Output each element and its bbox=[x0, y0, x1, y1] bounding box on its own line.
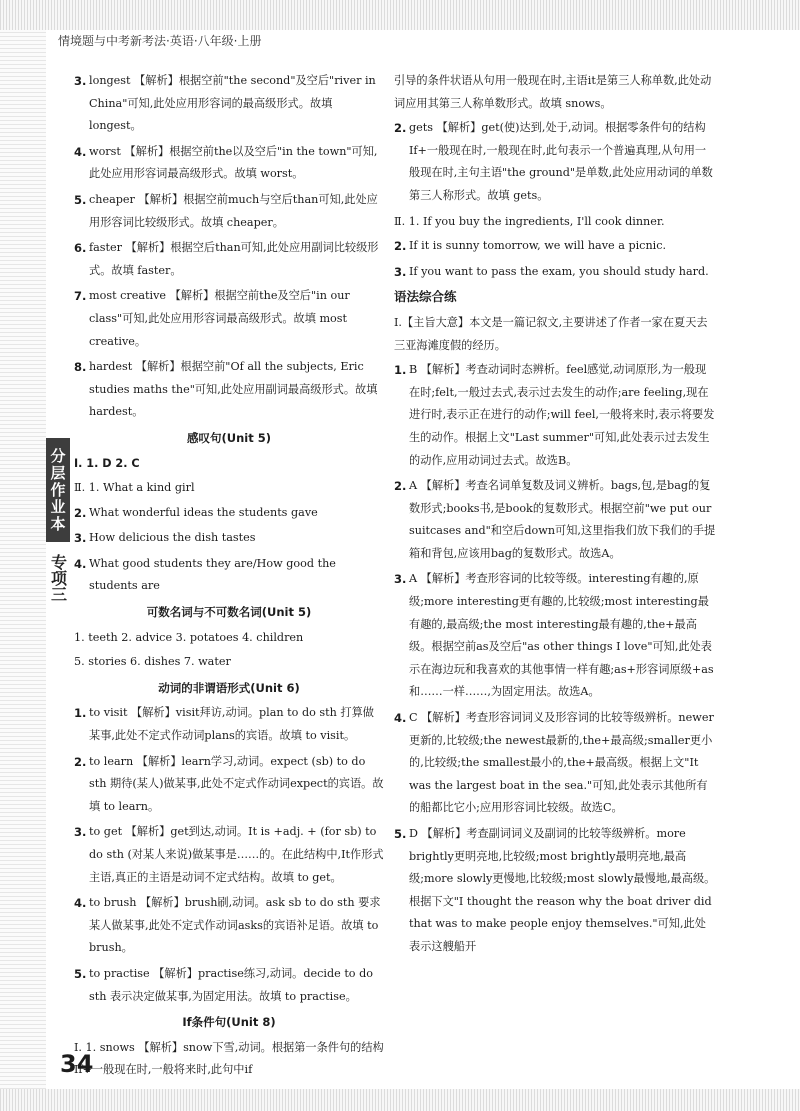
item-text: cheaper 【解析】根据空前much与空后than可知,此处应用形容词比较级形式。故填 cheaper。 bbox=[89, 192, 378, 229]
exclamation-part2-first: Ⅱ. 1. What a kind girl bbox=[74, 481, 195, 495]
if-clause-item1: Ⅰ. 1. snows 【解析】snow下雪,动词。根据第一条件句的结构If+一般现在时,一般将来时,此句中if bbox=[74, 1040, 384, 1077]
answer-item bbox=[74, 963, 384, 1008]
item-text: If you want to pass the exam, you should study hard. bbox=[409, 264, 709, 278]
answer-item bbox=[74, 70, 384, 138]
left-column bbox=[74, 70, 384, 1084]
item-number: 2. bbox=[394, 479, 407, 494]
item-number: 7. bbox=[74, 289, 87, 304]
answer-item bbox=[394, 117, 716, 207]
item-number: 3. bbox=[74, 74, 87, 88]
section-heading-exclamations: 感叹句(Unit 5) bbox=[187, 430, 271, 445]
section-heading-grammar: 语法综合练 bbox=[394, 289, 457, 305]
answer-item bbox=[74, 702, 384, 747]
answer-item bbox=[394, 823, 716, 959]
scan-top-band bbox=[0, 0, 800, 30]
answer-item bbox=[74, 285, 384, 353]
item-text: A 【解析】考查形容词的比较等级。interesting有趣的,原级;more interesting更有趣的,比较级;most interesting最有趣的,最高级;the most interesting最有趣的,the+最高级。根据空前as及空后"as other things I love"可知,此处表示在海边玩和我喜欢的其他事情一样有趣;as+形容词原级+as和……一样……,为固定用法。故选A。 bbox=[409, 572, 714, 699]
answer-item bbox=[74, 527, 384, 550]
section-heading-if-clauses: If条件句(Unit 8) bbox=[182, 1015, 276, 1030]
item-text: D 【解析】考查副词词义及副词的比较等级辨析。more brightly更明亮地,比较级;most brightly最明亮地,最高级;more slowly更慢地,比较级;most slowly最慢地,最高级。根据下文"I thought the reason why the boat driver did that was to make people enjoy themselves."可知,此处表示这艘船开 bbox=[409, 827, 716, 953]
item-number: 3. bbox=[394, 264, 407, 279]
item-number: 5. bbox=[74, 192, 87, 207]
item-text: If it is sunny tomorrow, we will have a picnic. bbox=[409, 239, 667, 253]
answer-item bbox=[74, 141, 384, 186]
item-number: 5. bbox=[394, 827, 407, 841]
if-part2-first: Ⅱ. 1. If you buy the ingredients, I'll cook dinner. bbox=[394, 214, 665, 228]
item-text: to visit 【解析】visit拜访,动词。plan to do sth 打算做某事,此处不定式作动词plans的宾语。故填 to visit。 bbox=[89, 706, 374, 743]
answer-item bbox=[394, 707, 716, 820]
item-text: worst 【解析】根据空前the以及空后"in the town"可知,此处应用形容词最高级形式。故填 worst。 bbox=[89, 144, 378, 181]
item-number: 1. bbox=[74, 706, 87, 721]
item-text: hardest 【解析】根据空前"Of all the subjects, Eric studies maths the"可知,此处应用副词最高级形式。故填 hardest。 bbox=[89, 360, 378, 419]
answer-item bbox=[394, 475, 716, 565]
answer-item bbox=[74, 553, 384, 598]
item-number: 6. bbox=[74, 241, 87, 256]
answer-item bbox=[74, 237, 384, 282]
item-number: 2. bbox=[74, 505, 87, 520]
item-number: 2. bbox=[74, 754, 87, 769]
section-heading-nouns: 可数名词与不可数名词(Unit 5) bbox=[146, 605, 312, 620]
item-text: to get 【解析】get到达,动词。It is +adj. + (for sb) to do sth (对某人来说)做某事是……的。在此结构中,It作形式主语,真正的主语是动词不定式结构。故填 to get。 bbox=[89, 825, 384, 884]
item-text: gets 【解析】get(使)达到,处于,动词。根据零条件句的结构If+一般现在时,一般现在时,此句表示一个普遍真理,从句用一般现在时,主句主语"the ground"是单数,此处应用动词的单数第三人称形式。故填 gets。 bbox=[409, 121, 713, 202]
item-number: 5. bbox=[74, 966, 87, 981]
item-text: C 【解析】考查形容词词义及形容词的比较等级辨析。newer更新的,比较级;the newest最新的,the+最高级;smaller更小的,比较级;the smallest最小的,the+最高级。根据上文"It was the largest boat in the sea."可知,此处表示其他所有的船都比它小;应用形容词比较级。故选C。 bbox=[409, 711, 714, 815]
scan-left-strip bbox=[0, 30, 46, 1089]
answer-item bbox=[394, 359, 716, 472]
answer-item bbox=[394, 568, 716, 704]
answer-item bbox=[74, 751, 384, 819]
section-heading-nonfinite: 动词的非谓语形式(Unit 6) bbox=[158, 680, 300, 695]
page-number: 34 bbox=[60, 1050, 94, 1078]
item-text: to brush 【解析】brush刷,动词。ask sb to do sth 要求某人做某事,此处不定式作动词asks的宾语补足语。故填 to brush。 bbox=[89, 896, 381, 955]
item-number: 3. bbox=[74, 531, 87, 546]
exclamation-part1: Ⅰ. 1. D 2. C bbox=[74, 456, 140, 470]
book-title: 情境题与中考新考法·英语·八年级·上册 bbox=[58, 34, 262, 48]
section-tab-label: 专项三 bbox=[48, 554, 68, 602]
item-number: 3. bbox=[394, 572, 407, 587]
answer-item bbox=[74, 356, 384, 424]
item-text: How delicious the dish tastes bbox=[89, 531, 256, 545]
item-number: 3. bbox=[74, 825, 87, 840]
item-number: 4. bbox=[394, 711, 407, 726]
item-number: 4. bbox=[74, 896, 87, 911]
continuation-text: 引导的条件状语从句用一般现在时,主语it是第三人称单数,此处动词应用其第三人称单数形式。故填 snows。 bbox=[394, 74, 712, 110]
item-text: What good students they are/How good the students are bbox=[89, 556, 336, 593]
item-number: 1. bbox=[394, 363, 407, 378]
nouns-answers-line2: 5. stories 6. dishes 7. water bbox=[74, 655, 231, 669]
nouns-answers-line1: 1. teeth 2. advice 3. potatoes 4. children bbox=[74, 630, 304, 644]
answer-item bbox=[394, 261, 716, 284]
answer-item bbox=[74, 189, 384, 234]
side-tab-label: 分层作业本 bbox=[46, 438, 70, 542]
item-text: most creative 【解析】根据空前the及空后"in our class"可知,此处应用形容词最高级形式。故填 most creative。 bbox=[89, 289, 350, 348]
item-number: 4. bbox=[74, 556, 87, 571]
answer-item bbox=[394, 235, 716, 258]
item-text: longest 【解析】根据空前"the second"及空后"river in China"可知,此处应用形容词的最高级形式。故填 longest。 bbox=[89, 74, 376, 133]
answer-item bbox=[74, 502, 384, 525]
answer-item bbox=[74, 892, 384, 960]
item-number: 8. bbox=[74, 360, 87, 375]
item-number: 4. bbox=[74, 144, 87, 159]
item-number: 2. bbox=[394, 121, 407, 136]
item-text: What wonderful ideas the students gave bbox=[89, 505, 318, 519]
passage-theme: Ⅰ.【主旨大意】本文是一篇记叙文,主要讲述了作者一家在夏天去三亚海滩度假的经历。 bbox=[394, 315, 708, 352]
right-column bbox=[394, 70, 716, 962]
item-text: to practise 【解析】practise练习,动词。decide to do sth 表示决定做某事,为固定用法。故填 to practise。 bbox=[89, 966, 373, 1003]
answer-item bbox=[74, 821, 384, 889]
item-text: A 【解析】考查名词单复数及词义辨析。bags,包,是bag的复数形式;books书,是book的复数形式。根据空前"we put our suitcases and"和空后down可知,这里指我们放下我们的手提箱和背包,应该用bag的复数形式。故选A。 bbox=[409, 479, 716, 560]
item-text: faster 【解析】根据空后than可知,此处应用副词比较级形式。故填 faster。 bbox=[89, 241, 379, 277]
item-number: 2. bbox=[394, 239, 407, 254]
item-text: to learn 【解析】learn学习,动词。expect (sb) to do sth 期待(某人)做某事,此处不定式作动词expect的宾语。故填 to learn。 bbox=[89, 754, 384, 813]
scan-bottom-band bbox=[0, 1089, 800, 1111]
item-text: B 【解析】考查动词时态辨析。feel感觉,动词原形,为一般现在时;felt,一般过去式,表示过去发生的动作;are feeling,现在进行时,表示正在进行的动作;will feel,一般将来时,表示将要发生的动作。根据上文"Last summer"可知,此处表示过去发生的动作,应用动词过去式。故选B。 bbox=[409, 363, 715, 467]
